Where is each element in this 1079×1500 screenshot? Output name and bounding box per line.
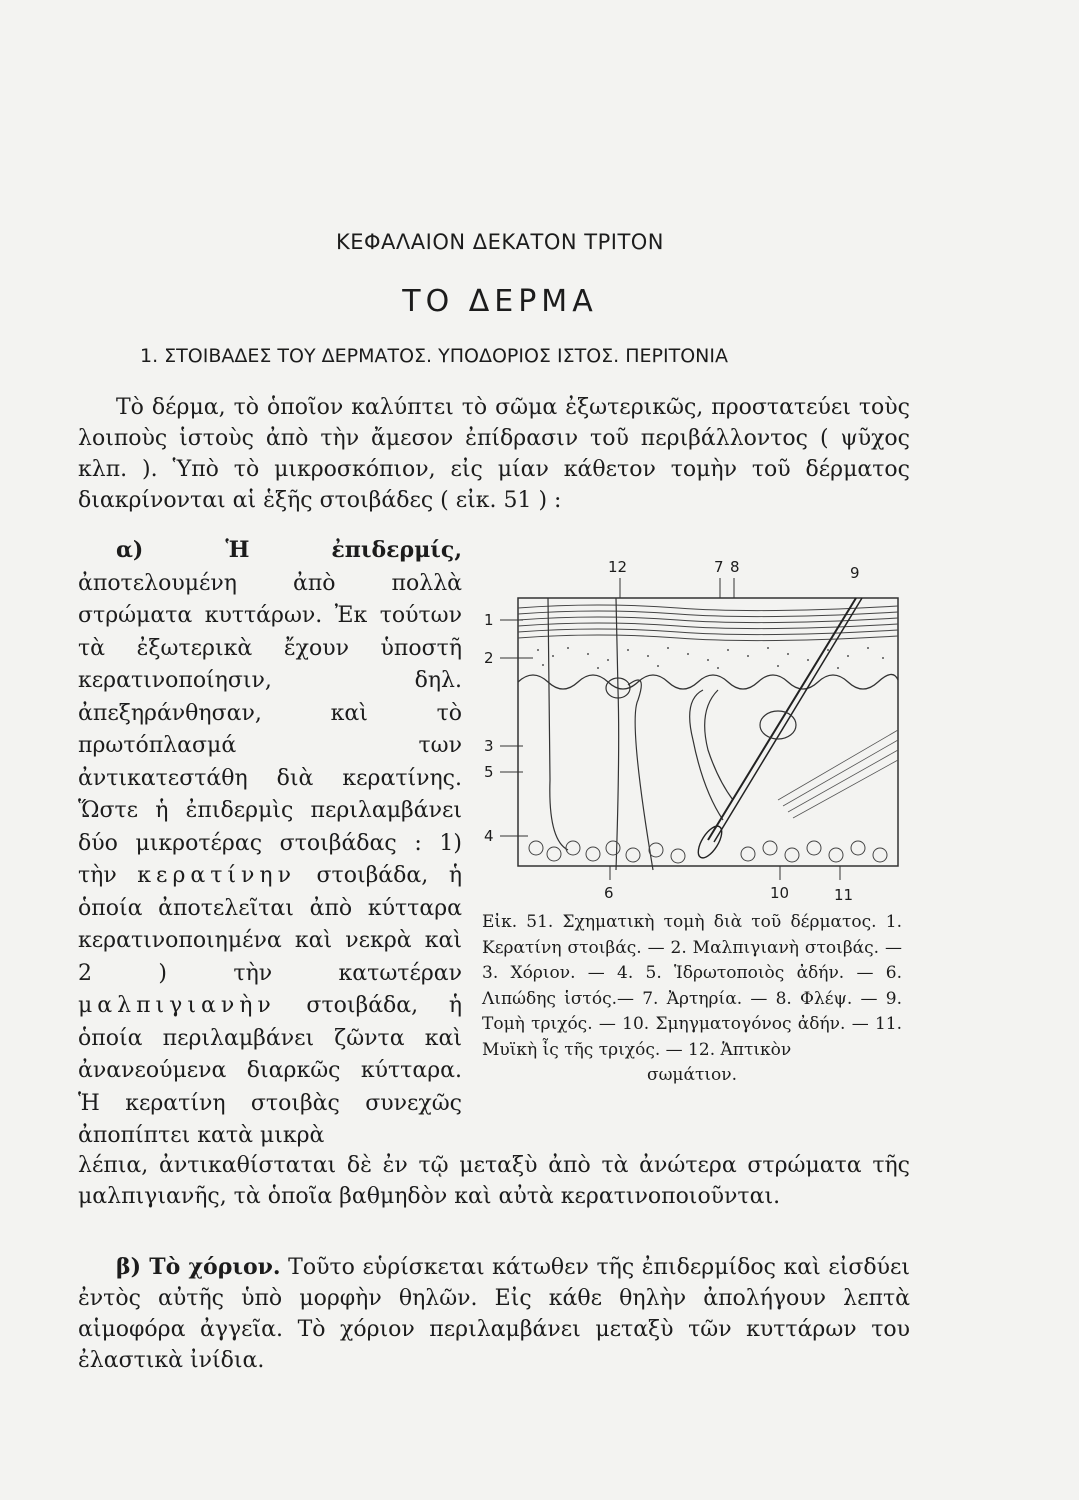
epidermis-continuation: λέπια, ἀντικαθίσταται δὲ ἐν τῷ μεταξὺ ἀπὸ τὰ ἀνώτερα στρώματα τῆς μαλπιγιανῆς, τὰ ὁποῖα βαθμηδὸν καὶ αὐτὰ κερατινοποιοῦνται. [78,1153,910,1209]
artery-line [616,598,619,870]
chapter-heading: ΚΕΦΑΛΑΙΟΝ ΔΕΚΑΤΟΝ ΤΡΙΤΟΝ [335,230,665,254]
fat-tissue [529,841,887,863]
intro-paragraph: Τὸ δέρμα, τὸ ὁποῖον καλύπτει τὸ σῶμα ἐξωτερικῶς, προστατεύει τοὺς λοιποὺς ἱστοὺς ἀπὸ τὴν ἄμεσον ἐπίδρασιν τοῦ περιβάλλοντος ( ψῦχος κλπ. ). Ὑπὸ τὸ μικροσκόπιον, εἰς μίαν κάθετον τομὴν τοῦ δέρματος διακρίνονται αἱ ἑξῆς στοιβάδες ( εἰκ. 51 ) : [78,395,910,513]
section-heading: 1. ΣΤΟΙΒΑΔΕΣ ΤΟΥ ΔΕΡΜΑΤΟΣ. ΥΠΟΔΟΡΙΟΣ ΙΣΤΟΣ. ΠΕΡΙΤΟΝΙΑ [140,345,728,367]
chorion-paragraph [78,1252,910,1376]
figure-caption-text: Εἰκ. 51. Σχηματικὴ τομὴ διὰ τοῦ δέρματος. 1. Κερατίνη στοιβάς. — 2. Μαλπιγιανὴ στοιβάς. — 3. Χόριον. — 4. 5. Ἱδρωτοποιὸς ἀδήν. — 6. Λιπώδης ἱστός.— 7. Ἀρτηρία. — 8. Φλέψ. — 9. Τομὴ τριχός. — 10. Σμηγματογόνος ἀδήν. — 11. Μυϊκὴ ἶς τῆς τριχός. — 12. Ἁπτικὸν [482,912,902,1060]
figure-caption-last-line: σωμάτιον. [646,1065,738,1085]
fig-label-5: 5 [484,763,494,781]
fig-label-10: 10 [770,884,790,902]
fig-label-7: 7 [714,558,724,576]
fig-label-3: 3 [484,737,494,755]
epidermis-text-2: στοιβάδα, ἡ ὁποία ἀποτελεῖται ἀπὸ κύτταρα κερατινοποιημένα καὶ νεκρὰ καὶ 2 ) τὴν κατωτέραν [78,863,462,986]
fig-label-9: 9 [850,564,860,582]
vessel-line [628,680,653,870]
epidermis-term-malpighian: μαλπιγιανὴν [78,993,276,1018]
epidermis-text-3: στοιβάδα, ἡ ὁποία περιλαμβάνει ζῶντα καὶ ἀνανεούμενα διαρκῶς κύτταρα. Ἡ κερατίνη στοιβὰς συνεχῶς ἀποπίπτει κατὰ μικρὰ [78,993,462,1148]
chorion-text: Τοῦτο εὑρίσκεται κάτωθεν τῆς ἐπιδερμίδος καὶ εἰσδύει ἐντὸς αὐτῆς ὑπὸ μορφὴν θηλῶν. Εἰς κάθε θηλὴν ἀπολήγουν λεπτὰ αἱμοφόρα ἀγγεῖα. Τὸ χόριον περιλαμβάνει μεταξὺ τῶν κυττάρων του ἐλαστικὰ ἰνίδια. [78,1255,910,1373]
epidermis-term-keratin: κερατίνην [137,863,296,888]
epidermis-paragraph [78,534,462,1153]
figure-caption [482,910,902,1089]
fig-label-8: 8 [730,558,740,576]
page-title: ΤΟ ΔΕΡΜΑ [402,284,598,319]
chorion-label: β) Τὸ χόριον. [116,1254,281,1280]
hair-bulb [694,822,727,861]
malpighian-layer-dots [537,647,884,669]
fig-label-1: 1 [484,611,494,629]
skin-section-figure [478,550,908,910]
figure-frame [518,598,898,866]
fig-label-11: 11 [834,886,854,904]
fig-label-12: 12 [608,558,628,576]
epidermis-text-1: ἀποτελουμένη ἀπὸ πολλὰ στρώματα κυττάρων. Ἐκ τούτων τὰ ἐξωτερικὰ ἔχουν ὑποστῆ κερατινοποίησιν, δηλ. ἀπεξηράνθησαν, καὶ τὸ πρωτόπλασμά των ἀντικατεστάθη διὰ κερατίνης. Ὥστε ἡ ἐπιδερμὶς περιλαμβάνει δύο μικροτέρας στοιβάδας : 1) τὴν [78,570,462,888]
papillae-border [518,674,898,689]
fig-label-2: 2 [484,649,494,667]
arrector-muscle [778,730,898,818]
fig-label-4: 4 [484,827,494,845]
vein-loop-2 [705,690,733,800]
fig-label-6: 6 [604,884,614,902]
label-leaders [500,578,840,880]
skin-section-illustration [478,550,908,910]
epidermis-label: α) Ἡ ἐπιδερμίς, [116,537,462,563]
